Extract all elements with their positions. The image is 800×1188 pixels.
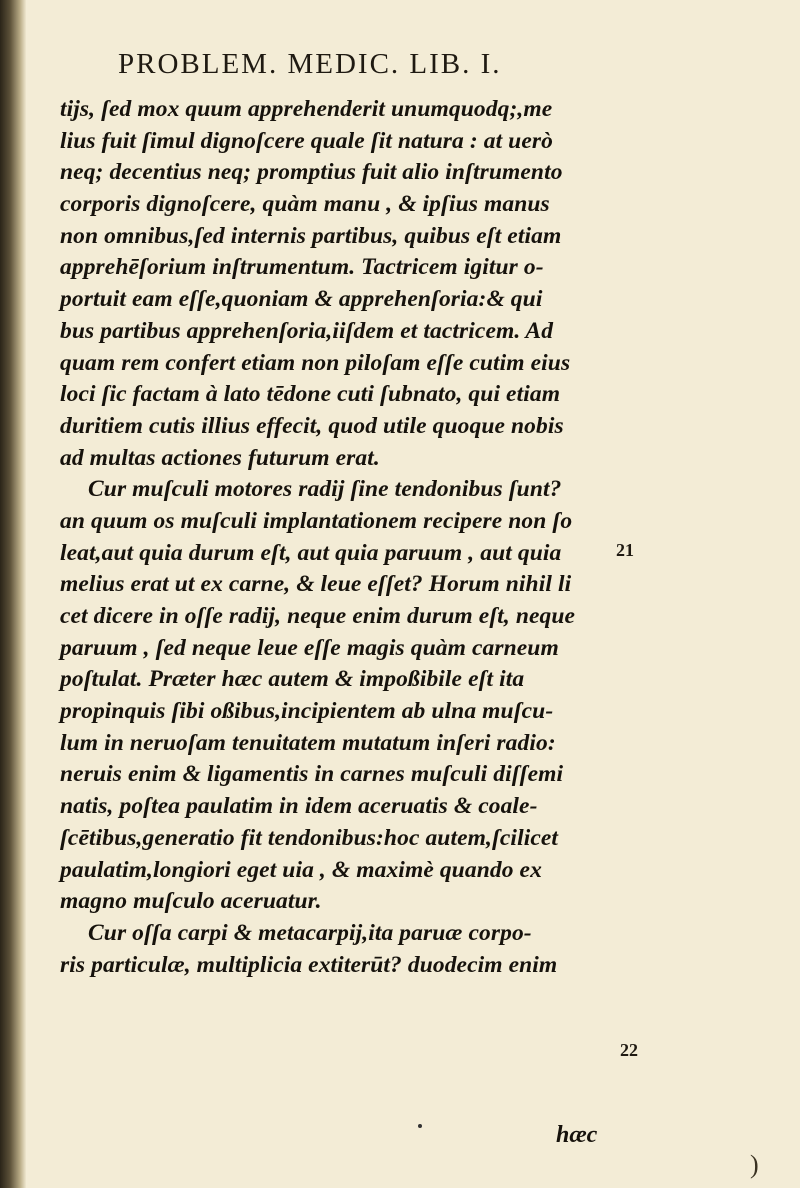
text-line: tijs, ſed mox quum apprehenderit unumquodq;,me (60, 96, 553, 122)
text-line: leat,aut quia durum eſt, aut quia paruum , aut quia (60, 539, 562, 566)
text-line: duritiem cutis illius effecit, quod utile quoque nobis (60, 412, 564, 439)
text-line: portuit eam eſſe,quoniam & apprehenſoria:& qui (60, 286, 543, 313)
text-line: ris particulæ, multiplicia extiterūt? duodecim enim (60, 951, 558, 978)
text-line: loci ſic factam à lato tēdone cuti ſubnato, qui etiam (60, 381, 561, 408)
printer-dot (418, 1124, 422, 1128)
text-line: propinquis ſibi oßibus,incipientem ab ulna muſcu- (60, 698, 554, 725)
text-line: ad multas actiones futurum erat. (60, 444, 380, 471)
problem-21-first-line: Cur muſculi motores radij ſine tendonibus ſunt? (88, 476, 562, 503)
text-line: an quum os muſculi implantationem recipere non ſo (60, 507, 573, 534)
text-line: natis, poſtea paulatim in idem aceruatis & coale- (60, 793, 538, 820)
text-line: lum in neruoſam tenuitatem mutatum inſeri radio: (60, 729, 556, 756)
running-head: PROBLEM. MEDIC. LIB. I. (118, 48, 502, 80)
text-line: magno muſculo aceruatur. (60, 888, 322, 915)
problem-22-first-line: Cur oſſa carpi & metacarpij,ita paruæ corpo- (88, 919, 532, 946)
text-line: corporis dignoſcere, quàm manu , & ipſius manus (60, 191, 550, 218)
text-line: bus partibus apprehenſoria,iiſdem et tactricem. Ad (60, 317, 554, 344)
binding-gutter (0, 0, 26, 1188)
margin-number-22: 22 (620, 1040, 638, 1060)
text-line: melius erat ut ex carne, & leue eſſet? Horum nihil li (60, 571, 572, 598)
page-edge-mark: ) (750, 1150, 759, 1179)
body-text (60, 94, 620, 981)
text-line: ſcētibus,generatio fit tendonibus:hoc autem,ſcilicet (60, 824, 559, 851)
margin-number-21: 21 (616, 540, 634, 560)
text-line: paulatim,longiori eget uia , & maximè quando ex (60, 856, 542, 883)
text-line: non omnibus,ſed internis partibus, quibus eſt etiam (60, 222, 562, 249)
text-line: apprehēſorium inſtrumentum. Tactricem igitur o- (60, 254, 544, 281)
text-line: quam rem confert etiam non piloſam eſſe cutim eius (60, 349, 571, 376)
text-line: poſtulat. Præter hæc autem & impoßibile eſt ita (60, 666, 525, 693)
text-line: lius fuit ſimul dignoſcere quale ſit natura : at uerò (60, 127, 553, 154)
catchword: hæc (556, 1122, 598, 1148)
text-line: neruis enim & ligamentis in carnes muſculi diſſemi (60, 761, 564, 788)
text-line: cet dicere in oſſe radij, neque enim durum eſt, neque (60, 603, 576, 629)
text-line: neq; decentius neq; promptius fuit alio inſtrumento (60, 159, 563, 186)
text-line: paruum , ſed neque leue eſſe magis quàm carneum (60, 634, 559, 661)
